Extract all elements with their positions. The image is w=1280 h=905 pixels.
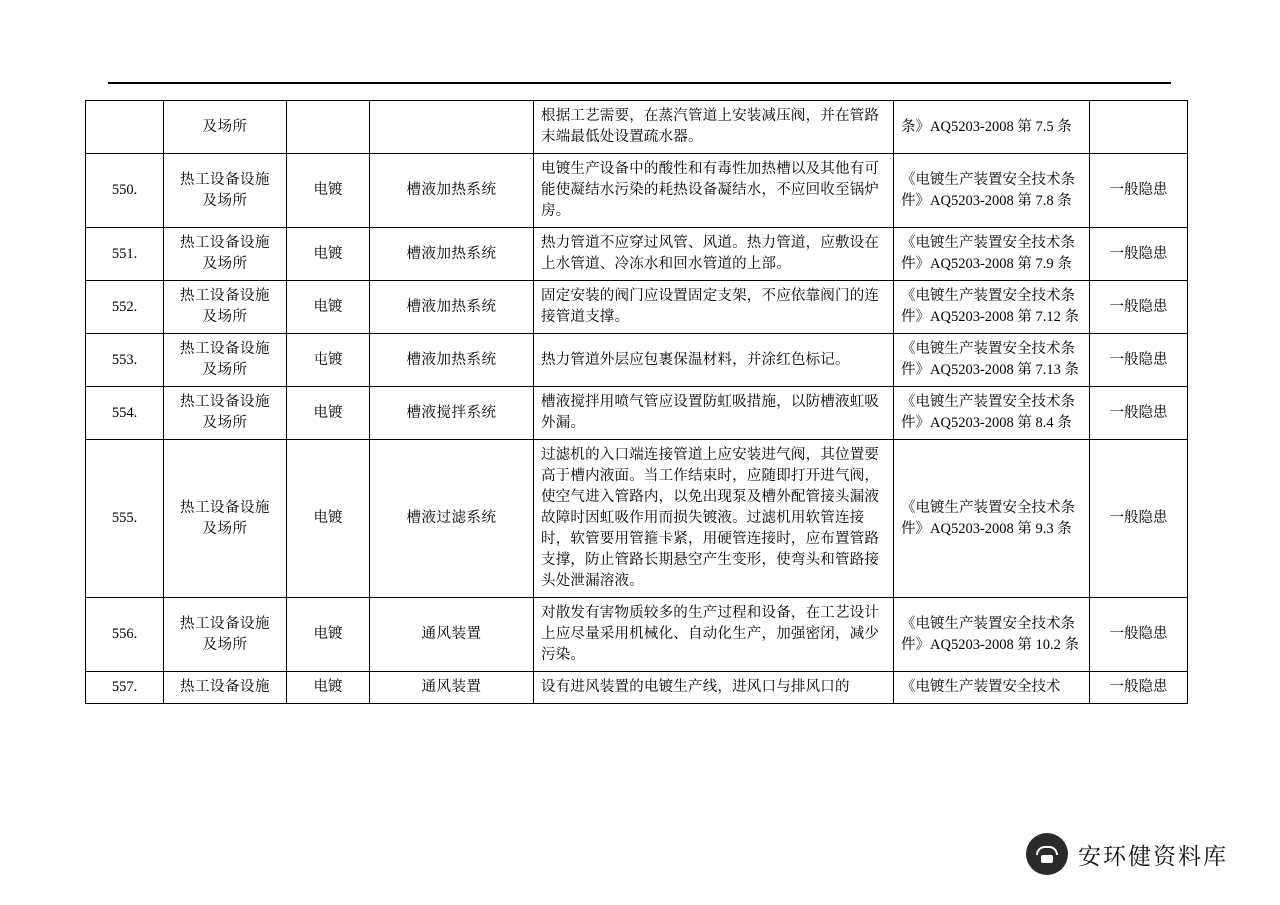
cell-system: [370, 101, 534, 154]
table-row: [86, 672, 1188, 704]
category-line-2: 及场所: [202, 192, 248, 209]
cell-level: 一般隐患: [1090, 598, 1188, 672]
category-line-2: 及场所: [202, 636, 248, 653]
cell-system: 槽液过滤系统: [370, 440, 534, 598]
umbrella-icon: [1026, 833, 1068, 875]
cell-industry: 电镀: [287, 154, 370, 228]
cell-category: [164, 281, 287, 334]
cell-level: 一般隐患: [1090, 334, 1188, 387]
cell-reference: 《电镀生产装置安全技术条件》AQ5203-2008 第 7.13 条: [894, 334, 1090, 387]
category-line-2: 及场所: [202, 362, 248, 379]
cell-system: 槽液加热系统: [370, 281, 534, 334]
cell-number: 550.: [86, 154, 164, 228]
cell-industry: 电镀: [287, 440, 370, 598]
cell-level: 一般隐患: [1090, 154, 1188, 228]
cell-category: [164, 228, 287, 281]
table-row: [86, 387, 1188, 440]
cell-system: 槽液加热系统: [370, 154, 534, 228]
table-row: [86, 334, 1188, 387]
cell-system: 槽液加热系统: [370, 228, 534, 281]
category-line-2: 及场所: [202, 309, 248, 326]
cell-category: [164, 387, 287, 440]
table-row: [86, 598, 1188, 672]
cell-reference: 《电镀生产装置安全技术条件》AQ5203-2008 第 10.2 条: [894, 598, 1090, 672]
cell-system: 槽液搅拌系统: [370, 387, 534, 440]
cell-number: [86, 101, 164, 154]
watermark-logo: [1026, 833, 1228, 875]
hazard-table-container: [85, 100, 1187, 704]
cell-reference: 《电镀生产装置安全技术: [894, 672, 1090, 704]
cell-level: 一般隐患: [1090, 228, 1188, 281]
cell-number: 554.: [86, 387, 164, 440]
category-line-1: 热工设备设施: [180, 615, 270, 632]
hazard-table: [85, 100, 1188, 704]
cell-number: 557.: [86, 672, 164, 704]
cell-category: [164, 154, 287, 228]
cell-reference: 《电镀生产装置安全技术条件》AQ5203-2008 第 9.3 条: [894, 440, 1090, 598]
cell-description: 热力管道外层应包裹保温材料，并涂红色标记。: [534, 334, 894, 387]
table-row: [86, 154, 1188, 228]
cell-category: [164, 101, 287, 154]
table-row: [86, 281, 1188, 334]
cell-number: 552.: [86, 281, 164, 334]
category-line-1: 热工设备设施: [180, 235, 270, 252]
category-line-2: 及场所: [202, 520, 248, 537]
cell-level: 一般隐患: [1090, 387, 1188, 440]
cell-industry: 电镀: [287, 228, 370, 281]
cell-number: 555.: [86, 440, 164, 598]
cell-level: [1090, 101, 1188, 154]
cell-reference: 《电镀生产装置安全技术条件》AQ5203-2008 第 8.4 条: [894, 387, 1090, 440]
cell-description: 对散发有害物质较多的生产过程和设备，在工艺设计上应尽量采用机械化、自动化生产，加强密闭，减少污染。: [534, 598, 894, 672]
cell-description: 电镀生产设备中的酸性和有毒性加热槽以及其他有可能使凝结水污染的耗热设备凝结水，不应回收至锅炉房。: [534, 154, 894, 228]
cell-description: 设有进风装置的电镀生产线，进风口与排风口的: [534, 672, 894, 704]
cell-system: 槽液加热系统: [370, 334, 534, 387]
cell-level: 一般隐患: [1090, 672, 1188, 704]
cell-industry: 电镀: [287, 387, 370, 440]
cell-reference: 《电镀生产装置安全技术条件》AQ5203-2008 第 7.8 条: [894, 154, 1090, 228]
cell-level: 一般隐患: [1090, 440, 1188, 598]
cell-description: 固定安装的阀门应设置固定支架，不应依靠阀门的连接管道支撑。: [534, 281, 894, 334]
category-line-2: 及场所: [202, 415, 248, 432]
category-line-1: 热工设备设施: [180, 288, 270, 305]
cell-category: [164, 672, 287, 704]
category-line-1: 热工设备设施: [180, 499, 270, 516]
watermark-label: 安环健资料库: [1078, 843, 1228, 869]
table-row: [86, 440, 1188, 598]
cell-industry: [287, 101, 370, 154]
cell-number: 553.: [86, 334, 164, 387]
cell-description: 根据工艺需要，在蒸汽管道上安装减压阀，并在管路末端最低处设置疏水器。: [534, 101, 894, 154]
category-line-1: 热工设备设施: [180, 679, 270, 696]
cell-number: 551.: [86, 228, 164, 281]
cell-number: 556.: [86, 598, 164, 672]
cell-category: [164, 440, 287, 598]
cell-reference: 《电镀生产装置安全技术条件》AQ5203-2008 第 7.12 条: [894, 281, 1090, 334]
cell-description: 槽液搅拌用喷气管应设置防虹吸措施，以防槽液虹吸外漏。: [534, 387, 894, 440]
category-line-2: 及场所: [202, 256, 248, 273]
cell-industry: 电镀: [287, 598, 370, 672]
cell-level: 一般隐患: [1090, 281, 1188, 334]
category-line-1: 热工设备设施: [180, 171, 270, 188]
category-line-1: 及场所: [202, 118, 248, 135]
cell-category: [164, 598, 287, 672]
cell-industry: 电镀: [287, 672, 370, 704]
cell-industry: 屯镀: [287, 334, 370, 387]
cell-category: [164, 334, 287, 387]
hazard-table-body: [86, 101, 1188, 704]
cell-industry: 电镀: [287, 281, 370, 334]
cell-system: 通风装置: [370, 672, 534, 704]
category-line-1: 热工设备设施: [180, 394, 270, 411]
cell-system: 通风装置: [370, 598, 534, 672]
cell-description: 过滤机的入口端连接管道上应安装进气阀，其位置要高于槽内液面。当工作结束时，应随即打开进气阀，使空气进入管路内，以免出现泵及槽外配管接头漏液故障时因虹吸作用而损失镀液。过滤机用软管连接时，软管要用管箍卡紧，用硬管连接时，应布置管路支撑，防止管路长期悬空产生变形，使弯头和管路接头处泄漏溶液。: [534, 440, 894, 598]
cell-description: 热力管道不应穿过风管、风道。热力管道，应敷设在上水管道、冷冻水和回水管道的上部。: [534, 228, 894, 281]
table-row: [86, 228, 1188, 281]
table-row: [86, 101, 1188, 154]
cell-reference: 条》AQ5203-2008 第 7.5 条: [894, 101, 1090, 154]
header-rule: [108, 82, 1171, 84]
cell-reference: 《电镀生产装置安全技术条件》AQ5203-2008 第 7.9 条: [894, 228, 1090, 281]
category-line-1: 热工设备设施: [180, 341, 270, 358]
